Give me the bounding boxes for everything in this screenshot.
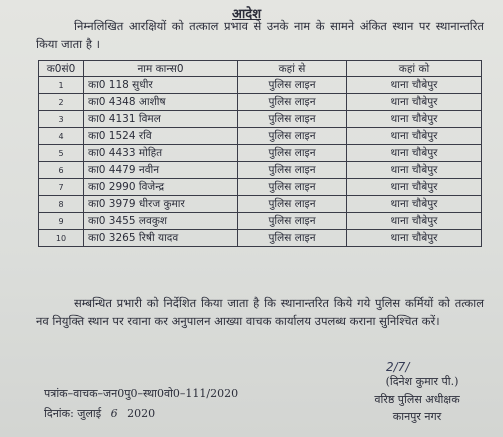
- header-to: कहां को: [347, 61, 482, 77]
- cell-serial: 2: [39, 94, 84, 111]
- date-day: 6: [110, 407, 118, 420]
- cell-from: पुलिस लाइन: [238, 213, 347, 230]
- cell-to: थाना चौबेपुर: [347, 77, 482, 94]
- cell-serial: 8: [39, 196, 84, 213]
- table-row: [39, 230, 482, 247]
- cell-serial: 6: [39, 162, 84, 179]
- table-row: [39, 179, 482, 196]
- transfer-table: [38, 60, 482, 247]
- cell-serial: 1: [39, 77, 84, 94]
- instruction-paragraph: सम्बन्धित प्रभारी को निर्देशित किया जाता है कि स्थानान्तरित किये गये पुलिस कर्मियों को तत्काल नव नियुक्ति स्थान पर रवाना कर अनुपालन आख्या वाचक कार्यालय उपलब्ध कराना सुनिश्चित करें।: [36, 296, 484, 328]
- cell-serial: 5: [39, 145, 84, 162]
- cell-to: थाना चौबेपुर: [347, 196, 482, 213]
- cell-name: का0 118 सुधीर: [84, 77, 238, 94]
- table-row: [39, 111, 482, 128]
- cell-to: थाना चौबेपुर: [347, 162, 482, 179]
- header-serial: क0सं0: [39, 61, 84, 77]
- table-header-row: [39, 61, 482, 77]
- cell-from: पुलिस लाइन: [238, 162, 347, 179]
- signer-place: कानपुर नगर: [392, 410, 442, 423]
- issue-date: [44, 406, 155, 421]
- cell-to: थाना चौबेपुर: [347, 111, 482, 128]
- cell-name: का0 4348 आशीष: [84, 94, 238, 111]
- cell-serial: 10: [39, 230, 84, 247]
- cell-from: पुलिस लाइन: [238, 179, 347, 196]
- intro-paragraph: निम्नलिखित आरक्षियों को तत्काल प्रभाव से उनके नाम के सामने अंकित स्थान पर स्थानान्तरित किया जाता है ।: [36, 19, 484, 51]
- table-row: [39, 213, 482, 230]
- cell-serial: 9: [39, 213, 84, 230]
- cell-name: का0 3265 रिषी यादव: [84, 230, 238, 247]
- cell-from: पुलिस लाइन: [238, 94, 347, 111]
- header-from: कहां से: [238, 61, 347, 77]
- table-row: [39, 162, 482, 179]
- handwritten-signature: 2/7/: [386, 360, 410, 374]
- cell-from: पुलिस लाइन: [238, 230, 347, 247]
- table-row: [39, 196, 482, 213]
- cell-name: का0 4479 नवीन: [84, 162, 238, 179]
- signer-name: (दिनेश कुमार पी.): [385, 375, 459, 388]
- signer-designation: वरिष्ठ पुलिस अधीक्षक: [374, 393, 460, 406]
- date-year: 2020: [127, 407, 156, 420]
- cell-to: थाना चौबेपुर: [347, 128, 482, 145]
- cell-to: थाना चौबेपुर: [347, 230, 482, 247]
- cell-name: का0 3979 धीरज कुमार: [84, 196, 238, 213]
- header-name: नाम कान्स0: [84, 61, 238, 77]
- cell-from: पुलिस लाइन: [238, 196, 347, 213]
- cell-name: का0 3455 लवकुश: [84, 213, 238, 230]
- cell-name: का0 1524 रवि: [84, 128, 238, 145]
- cell-serial: 7: [39, 179, 84, 196]
- cell-serial: 3: [39, 111, 84, 128]
- cell-name: का0 4131 विमल: [84, 111, 238, 128]
- cell-to: थाना चौबेपुर: [347, 94, 482, 111]
- cell-from: पुलिस लाइन: [238, 77, 347, 94]
- order-title: आदेश: [232, 7, 262, 22]
- table-row: [39, 128, 482, 145]
- cell-name: का0 4433 मोहित: [84, 145, 238, 162]
- cell-name: का0 2990 विजेन्द्र: [84, 179, 238, 196]
- cell-from: पुलिस लाइन: [238, 145, 347, 162]
- cell-to: थाना चौबेपुर: [347, 213, 482, 230]
- date-label: दिनांक: जुलाई: [44, 407, 102, 420]
- table-row: [39, 94, 482, 111]
- cell-to: थाना चौबेपुर: [347, 145, 482, 162]
- cell-from: पुलिस लाइन: [238, 128, 347, 145]
- cell-serial: 4: [39, 128, 84, 145]
- reference-number: पत्रांक–वाचक–जन0पु0–स्था0वो0–111/2020: [44, 387, 239, 400]
- cell-to: थाना चौबेपुर: [347, 179, 482, 196]
- table-row: [39, 145, 482, 162]
- table-row: [39, 77, 482, 94]
- cell-from: पुलिस लाइन: [238, 111, 347, 128]
